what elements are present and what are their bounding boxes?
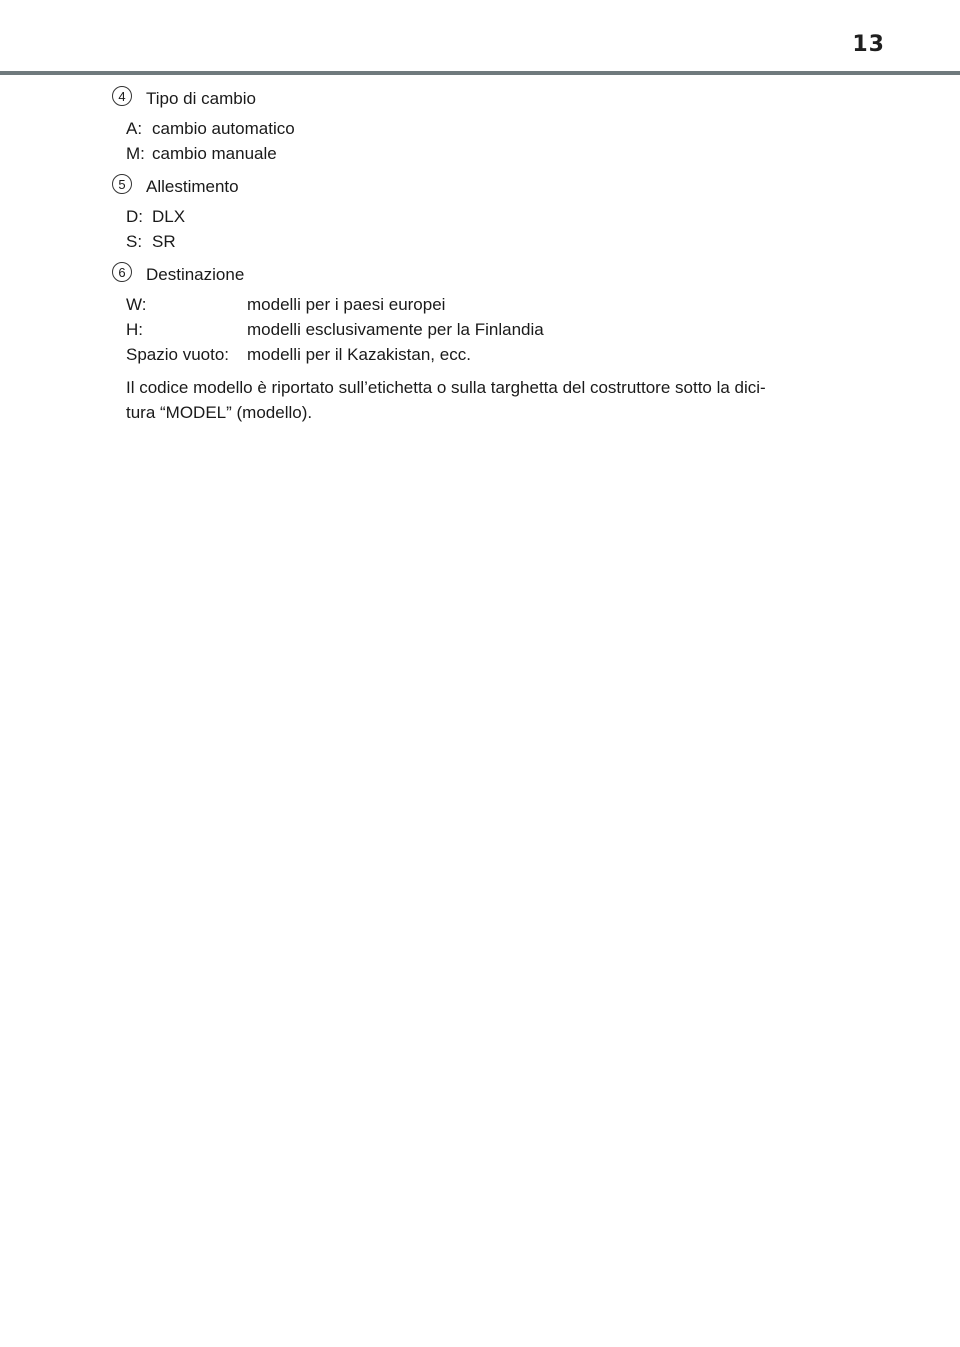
number-4-icon: 4 bbox=[112, 86, 132, 106]
item-text: DLX bbox=[152, 207, 186, 226]
item-text: modelli per i paesi europei bbox=[247, 295, 446, 314]
model-code-note bbox=[126, 375, 852, 425]
item-text: SR bbox=[152, 232, 176, 251]
list-item bbox=[126, 229, 852, 254]
item-list bbox=[126, 116, 852, 166]
list-item bbox=[126, 342, 852, 367]
list-item bbox=[126, 317, 852, 342]
item-text: modelli esclusivamente per la Finlandia bbox=[247, 320, 544, 339]
section-title: Allestimento bbox=[146, 176, 239, 196]
item-code: Spazio vuoto: bbox=[126, 345, 230, 364]
number-5-icon: 5 bbox=[112, 174, 132, 194]
section-title: Destinazione bbox=[146, 264, 245, 284]
item-code: S: bbox=[126, 232, 143, 251]
item-list bbox=[126, 204, 852, 254]
note-line: Il codice modello è riportato sull’etichetta o sulla targhetta del costruttore sotto la dici- bbox=[126, 378, 766, 397]
section-heading bbox=[112, 260, 852, 288]
list-item bbox=[126, 204, 852, 229]
number-6-icon: 6 bbox=[112, 262, 132, 282]
section-heading bbox=[112, 172, 852, 200]
item-text: cambio automatico bbox=[152, 119, 295, 138]
item-code: M: bbox=[126, 144, 145, 163]
list-item bbox=[126, 141, 852, 166]
section-tipo-di-cambio bbox=[112, 84, 852, 166]
page-content bbox=[112, 84, 852, 425]
item-list bbox=[126, 292, 852, 367]
item-code: A: bbox=[126, 119, 143, 138]
header-rule bbox=[0, 71, 960, 75]
section-destinazione bbox=[112, 260, 852, 425]
item-code: H: bbox=[126, 320, 143, 339]
note-line: tura “MODEL” (modello). bbox=[126, 403, 313, 422]
section-allestimento bbox=[112, 172, 852, 254]
item-text: modelli per il Kazakistan, ecc. bbox=[247, 345, 471, 364]
section-heading bbox=[112, 84, 852, 112]
list-item bbox=[126, 292, 852, 317]
section-title: Tipo di cambio bbox=[146, 88, 256, 108]
item-text: cambio manuale bbox=[152, 144, 277, 163]
item-code: D: bbox=[126, 207, 143, 226]
item-code: W: bbox=[126, 295, 147, 314]
list-item bbox=[126, 116, 852, 141]
page-number: 13 bbox=[852, 32, 885, 57]
